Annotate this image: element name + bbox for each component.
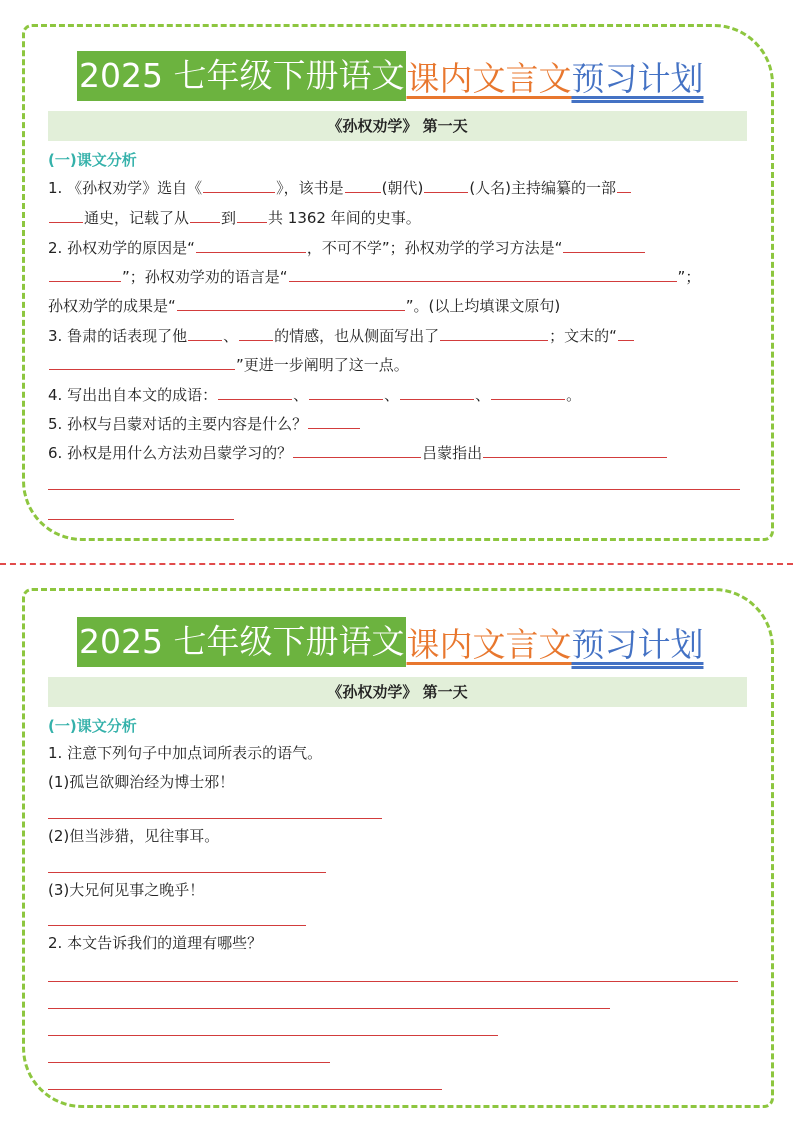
top-q3-line1: 3. 鲁肃的话表现了他 、 的情感，也从侧面写出了 ；文末的“ bbox=[48, 325, 635, 346]
bottom-section-heading: (一)课文分析 bbox=[48, 717, 137, 735]
answer-blank[interactable] bbox=[424, 177, 468, 193]
answer-blank[interactable] bbox=[49, 207, 83, 223]
top-q1-line2: 通史，记载了从 到 共 1362 年间的史事。 bbox=[48, 207, 421, 228]
answer-blank[interactable] bbox=[237, 207, 267, 223]
top-q2-line3: 孙权劝学的成果是“ ”。(以上均填课文原句) bbox=[48, 297, 561, 315]
top-q1-line1: 1. 《孙权劝学》选自《 》，该书是 (朝代) (人名)主持编纂的一部 bbox=[48, 177, 632, 198]
answer-line[interactable] bbox=[48, 489, 740, 490]
bottom-title-subject: 课内文言文 bbox=[406, 624, 572, 664]
bottom-sentence-2: (2)但当涉猎，见往事耳。 bbox=[48, 827, 220, 845]
answer-blank[interactable] bbox=[440, 325, 548, 341]
answer-blank[interactable] bbox=[618, 325, 634, 341]
answer-blank[interactable] bbox=[239, 325, 273, 341]
top-title-plan: 预习计划 bbox=[571, 58, 704, 98]
answer-blank[interactable] bbox=[483, 442, 667, 458]
bottom-title bbox=[77, 617, 703, 667]
answer-blank[interactable] bbox=[308, 413, 360, 429]
answer-line[interactable] bbox=[48, 1008, 610, 1009]
answer-blank[interactable] bbox=[563, 237, 645, 253]
top-section-heading: (一)课文分析 bbox=[48, 151, 137, 169]
answer-line[interactable] bbox=[48, 1089, 442, 1090]
top-lesson-banner: 《孙权劝学》 第一天 bbox=[48, 111, 747, 141]
answer-line[interactable] bbox=[48, 1035, 498, 1036]
top-q2-line2: ”；孙权劝学劝的语言是“ ”； bbox=[48, 266, 700, 287]
bottom-q2-line: 2. 本文告诉我们的道理有哪些？ bbox=[48, 934, 263, 952]
top-title bbox=[77, 51, 703, 101]
top-q3-line2: ”更进一步阐明了这一点。 bbox=[48, 354, 409, 375]
top-q5-line: 5. 孙权与吕蒙对话的主要内容是什么？ bbox=[48, 413, 361, 434]
answer-blank[interactable] bbox=[293, 442, 421, 458]
answer-blank[interactable] bbox=[177, 295, 405, 311]
answer-line[interactable] bbox=[48, 872, 326, 873]
answer-blank[interactable] bbox=[196, 237, 306, 253]
answer-blank[interactable] bbox=[188, 325, 222, 341]
bottom-sentence-1: (1)孤岂欲卿治经为博士邪！ bbox=[48, 773, 235, 791]
cut-line-divider bbox=[0, 563, 793, 565]
answer-blank[interactable] bbox=[400, 384, 474, 400]
answer-line[interactable] bbox=[48, 1062, 330, 1063]
answer-line[interactable] bbox=[48, 519, 234, 520]
top-title-subject: 课内文言文 bbox=[406, 58, 572, 98]
answer-blank[interactable] bbox=[218, 384, 292, 400]
bottom-sentence-3: (3)大兄何见事之晚乎！ bbox=[48, 881, 205, 899]
top-q6-line: 6. 孙权是用什么方法劝吕蒙学习的？ 吕蒙指出 bbox=[48, 442, 668, 463]
answer-line[interactable] bbox=[48, 981, 738, 982]
top-title-grade: 2025 七年级下册语文 bbox=[77, 51, 406, 101]
answer-blank[interactable] bbox=[49, 266, 121, 282]
top-q2-line1: 2. 孙权劝学的原因是“ ，不可不学”；孙权劝学的学习方法是“ bbox=[48, 237, 646, 258]
bottom-q1-line: 1. 注意下列句子中加点词所表示的语气。 bbox=[48, 744, 323, 762]
answer-blank[interactable] bbox=[289, 266, 677, 282]
bottom-title-grade: 2025 七年级下册语文 bbox=[77, 617, 406, 667]
answer-blank[interactable] bbox=[617, 177, 631, 193]
answer-blank[interactable] bbox=[49, 354, 235, 370]
bottom-lesson-banner: 《孙权劝学》 第一天 bbox=[48, 677, 747, 707]
top-q4-line: 4. 写出出自本文的成语： 、 、 、 。 bbox=[48, 386, 582, 404]
bottom-title-plan: 预习计划 bbox=[571, 624, 704, 664]
answer-blank[interactable] bbox=[345, 177, 381, 193]
answer-blank[interactable] bbox=[491, 384, 565, 400]
answer-line[interactable] bbox=[48, 818, 382, 819]
answer-blank[interactable] bbox=[309, 384, 383, 400]
answer-blank[interactable] bbox=[190, 207, 220, 223]
answer-line[interactable] bbox=[48, 925, 306, 926]
answer-blank[interactable] bbox=[203, 177, 275, 193]
